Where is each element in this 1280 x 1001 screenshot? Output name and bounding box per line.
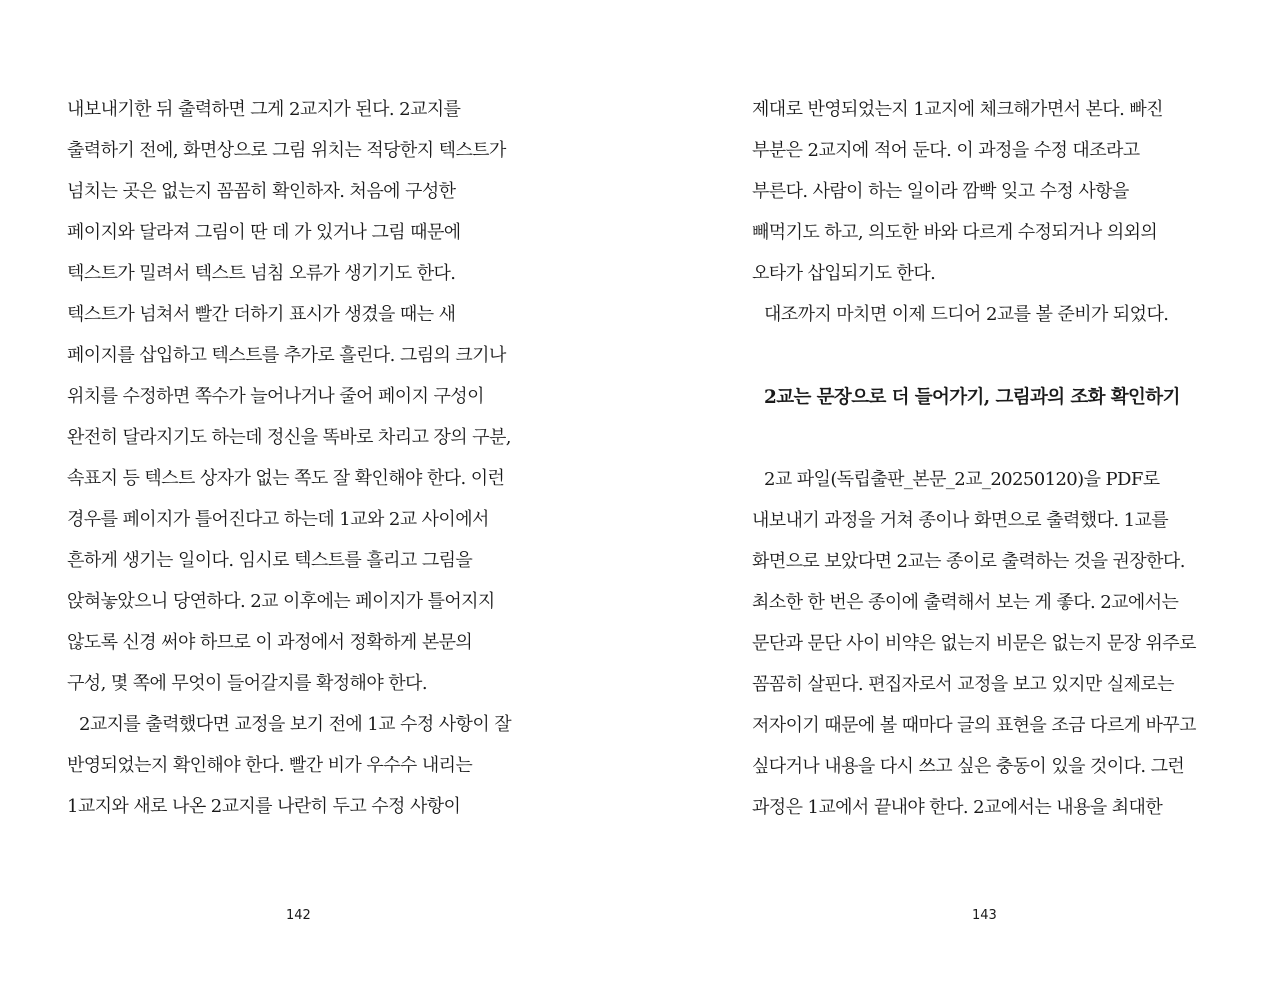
text-line: 않도록 신경 써야 하므로 이 과정에서 정확하게 본문의 [67,632,473,653]
text-line: 문단과 문단 사이 비약은 없는지 비문은 없는지 문장 위주로 [752,633,1196,654]
text-line: 위치를 수정하면 쪽수가 늘어나거나 줄어 페이지 구성이 [67,386,484,407]
text-line: 2교 파일(독립출판_본문_2교_20250120)을 PDF로 [764,469,1160,490]
text-line: 오타가 삽입되기도 한다. [752,263,936,284]
text-line: 흔하게 생기는 일이다. 임시로 텍스트를 흘리고 그림을 [67,550,473,571]
text-line: 출력하기 전에, 화면상으로 그림 위치는 적당한지 텍스트가 [67,140,506,161]
text-line: 제대로 반영되었는지 1교지에 체크해가면서 본다. 빠진 [752,99,1163,120]
text-line: 앉혀놓았으니 당연하다. 2교 이후에는 페이지가 틀어지지 [67,591,495,612]
text-line: 싶다거나 내용을 다시 쓰고 싶은 충동이 있을 것이다. 그런 [752,756,1185,777]
section-heading: 2교는 문장으로 더 들어가기, 그림과의 조화 확인하기 [764,387,1180,408]
text-line: 대조까지 마치면 이제 드디어 2교를 볼 준비가 되었다. [764,304,1169,325]
text-line: 페이지를 삽입하고 텍스트를 추가로 흘린다. 그림의 크기나 [67,345,506,366]
text-line: 최소한 한 번은 종이에 출력해서 보는 게 좋다. 2교에서는 [752,592,1179,613]
text-line: 부분은 2교지에 적어 둔다. 이 과정을 수정 대조라고 [752,140,1140,161]
text-line: 부른다. 사람이 하는 일이라 깜빡 잊고 수정 사항을 [752,181,1129,202]
text-line: 내보내기 과정을 거쳐 종이나 화면으로 출력했다. 1교를 [752,510,1169,531]
page-number: 142 [286,908,311,923]
text-line: 속표지 등 텍스트 상자가 없는 쪽도 잘 확인해야 한다. 이런 [67,468,505,489]
text-line: 넘치는 곳은 없는지 꼼꼼히 확인하자. 처음에 구성한 [67,181,456,202]
text-line: 완전히 달라지기도 하는데 정신을 똑바로 차리고 장의 구분, [67,427,511,448]
text-line: 페이지와 달라져 그림이 딴 데 가 있거나 그림 때문에 [67,222,461,243]
text-line: 반영되었는지 확인해야 한다. 빨간 비가 우수수 내리는 [67,755,473,776]
text-line: 2교지를 출력했다면 교정을 보기 전에 1교 수정 사항이 잘 [79,714,512,735]
page-number: 143 [972,908,997,923]
text-line: 화면으로 보았다면 2교는 종이로 출력하는 것을 권장한다. [752,551,1185,572]
text-line: 경우를 페이지가 틀어진다고 하는데 1교와 2교 사이에서 [67,509,489,530]
text-line: 텍스트가 넘쳐서 빨간 더하기 표시가 생겼을 때는 새 [67,304,456,325]
text-line: 1교지와 새로 나온 2교지를 나란히 두고 수정 사항이 [67,796,461,817]
text-line: 저자이기 때문에 볼 때마다 글의 표현을 조금 다르게 바꾸고 [752,715,1196,736]
text-line: 내보내기한 뒤 출력하면 그게 2교지가 된다. 2교지를 [67,99,461,120]
text-line: 빼먹기도 하고, 의도한 바와 다르게 수정되거나 의외의 [752,222,1158,243]
right-page [640,0,1280,1001]
text-line: 구성, 몇 쪽에 무엇이 들어갈지를 확정해야 한다. [67,673,427,694]
text-line: 과정은 1교에서 끝내야 한다. 2교에서는 내용을 최대한 [752,797,1163,818]
text-line: 텍스트가 밀려서 텍스트 넘침 오류가 생기기도 한다. [67,263,456,284]
text-line: 꼼꼼히 살핀다. 편집자로서 교정을 보고 있지만 실제로는 [752,674,1174,695]
